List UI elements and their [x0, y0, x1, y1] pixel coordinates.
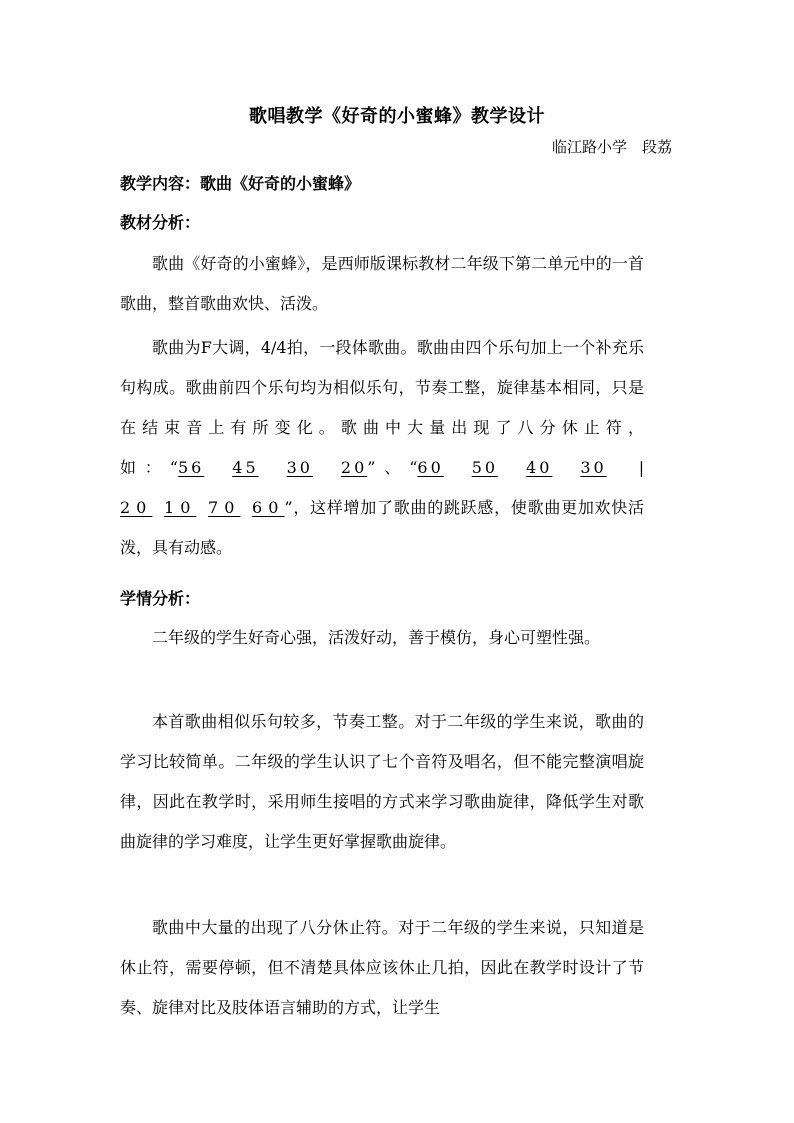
note-56: 56: [177, 458, 205, 477]
learner-paragraph-3: 歌曲中大量的出现了八分休止符。对于二年级的学生来说，只知道是休止符，需要停顿，但不清楚具体应该休止几拍，因此在教学时设计了节奏、旋律对比及肢体语言辅助的方式，让学生: [120, 918, 644, 1017]
heading-material-analysis: 教材分析：: [120, 213, 201, 232]
note-60: 60: [417, 458, 444, 477]
learner-paragraph-2: 本首歌曲相似乐句较多，节奏工整。对于二年级的学生来说，歌曲的学习比较简单。二年级的学生认识了七个音符及唱名，但不能完整演唱旋律，因此在教学时，采用师生接唱的方式来学习歌曲旋律，降低学生对歌曲旋律的学习难度，让学生更好掌握歌曲旋律。: [120, 712, 644, 851]
material-paragraph-2-text: 歌曲为F大调，4/4拍，一段体歌曲。歌曲由四个乐句加上一个补充乐句构成。歌曲前四个乐句均为相似乐句，节奏工整，旋律基本相同，只是在结束音上有所变化。歌曲中大量出现了八分休止符，如：“: [120, 338, 644, 477]
notation-separator: ”、“: [367, 458, 418, 477]
learner-paragraph-1: 二年级的学生好奇心强，活泼好动，善于模仿，身心可塑性强。: [152, 628, 601, 647]
notation-group-1: [178, 458, 367, 477]
note-30: 30: [286, 458, 313, 477]
note-45: 45: [232, 458, 259, 477]
note-30b: 30: [580, 458, 607, 477]
bar-line: |: [638, 458, 645, 477]
note-60b: 60: [252, 498, 285, 517]
document-title: 歌唱教学《好奇的小蜜蜂》教学设计: [249, 106, 545, 127]
note-40: 40: [526, 458, 553, 477]
notation-group-3: [120, 498, 284, 517]
heading-teaching-content: 教学内容：歌曲《好奇的小蜜蜂》: [120, 174, 361, 193]
note-20b: 20: [120, 498, 153, 517]
author-line: 临江路小学 段荔: [551, 138, 672, 156]
note-10: 10: [164, 498, 197, 517]
material-paragraph-2-tail: ”，这样增加了歌曲的跳跃感，使歌曲更加欢快活泼，具有动感。: [120, 498, 645, 557]
note-70: 70: [208, 498, 241, 517]
material-paragraph-1: 歌曲《好奇的小蜜蜂》，是西师版课标教材二年级下第二单元中的一首歌曲，整首歌曲欢快、活泼。: [120, 254, 644, 313]
material-paragraph-2: [120, 328, 644, 568]
note-50: 50: [471, 458, 499, 477]
heading-learner-analysis: 学情分析：: [120, 589, 201, 608]
note-20: 20: [340, 458, 368, 477]
notation-group-2: [417, 458, 606, 477]
